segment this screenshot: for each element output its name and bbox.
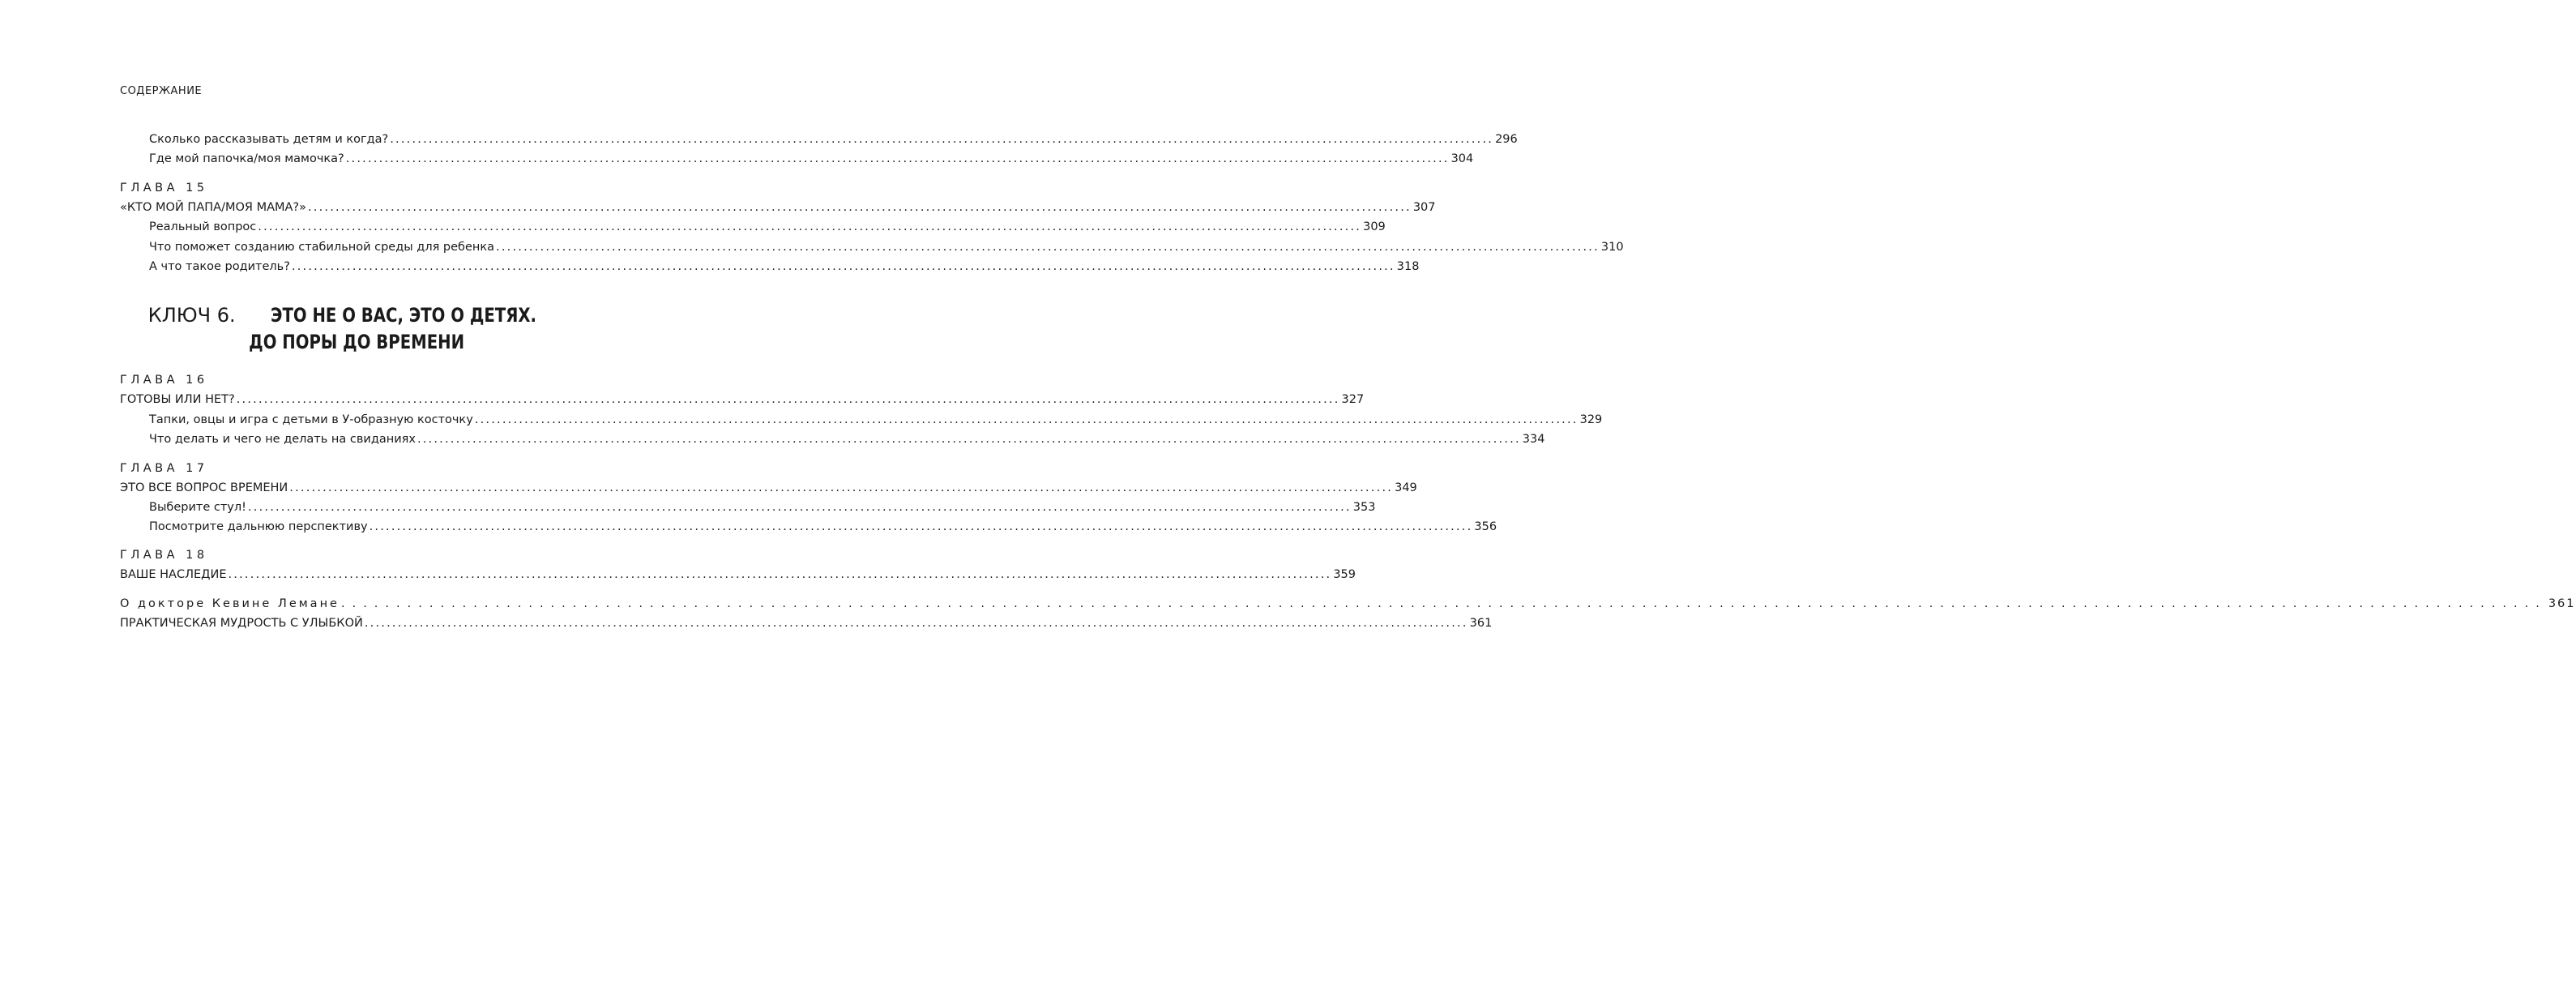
toc-chapter-title[interactable]	[120, 566, 1356, 584]
leader-dots: ........................................................................................................................................................................................................	[340, 597, 2547, 610]
toc-entry-title: ЭТО ВСЕ ВОПРОС ВРЕМЕНИ	[120, 481, 288, 494]
toc-chapter-title[interactable]	[120, 479, 1417, 497]
toc-entry[interactable]	[149, 518, 1497, 536]
leader-dots: ........................................................................................................................................................................................................	[308, 201, 1412, 214]
toc-entry-page: 296	[1495, 133, 1518, 146]
running-head: СОДЕРЖАНИЕ	[120, 85, 203, 97]
leader-dots: ........................................................................................................................................................................................................	[247, 501, 1352, 514]
toc-entry-page: 359	[1333, 568, 1356, 581]
toc-chapter-title[interactable]	[120, 199, 1436, 216]
leader-dots: ........................................................................................................................................................................................................	[369, 520, 1473, 533]
toc-entry-title: Посмотрите дальнюю перспективу	[149, 520, 368, 533]
toc-chapter-title[interactable]	[120, 391, 1365, 408]
toc-entry-title: Где мой папочка/моя мамочка?	[149, 152, 344, 165]
toc-entry-title: Выберите стул!	[149, 501, 246, 514]
leader-dots: ........................................................................................................................................................................................................	[417, 433, 1521, 446]
part-title-line1: ЭТО НЕ О ВАС, ЭТО О ДЕТЯХ.	[271, 304, 537, 327]
toc-entry-title: О докторе Кевине Лемане	[120, 597, 340, 610]
leader-dots: ........................................................................................................................................................................................................	[291, 260, 1395, 273]
toc-entry-title: Реальный вопрос	[149, 220, 257, 233]
toc-entry[interactable]	[120, 595, 2576, 613]
toc-entry-page: 318	[1396, 260, 1420, 273]
toc-entry-title: «КТО МОЙ ПАПА/МОЯ МАМА?»	[120, 201, 306, 214]
toc-entry-page: 356	[1474, 520, 1497, 533]
toc-entry-page: 361	[1469, 617, 1493, 630]
toc-entry-title: ПРАКТИЧЕСКАЯ МУДРОСТЬ С УЛЫБКОЙ	[120, 617, 363, 630]
leader-dots: ........................................................................................................................................................................................................	[236, 393, 1340, 406]
chapter-label: ГЛАВА 16	[120, 374, 208, 387]
toc-entry[interactable]	[149, 218, 1386, 236]
toc-entry-page: 327	[1341, 393, 1365, 406]
part-title-line2: ДО ПОРЫ ДО ВРЕМЕНИ	[249, 331, 465, 353]
toc-entry-page: 353	[1352, 501, 1376, 514]
leader-dots: ........................................................................................................................................................................................................	[390, 133, 1494, 146]
toc-entry-page: 304	[1450, 152, 1474, 165]
part-prefix: КЛЮЧ 6.	[147, 304, 236, 327]
toc-entry-title: ВАШЕ НАСЛЕДИЕ	[120, 568, 227, 581]
toc-entry[interactable]	[149, 411, 1603, 429]
chapter-label: ГЛАВА 15	[120, 182, 208, 195]
toc-entry[interactable]	[120, 614, 1493, 632]
toc-entry-page: 309	[1363, 220, 1386, 233]
toc-entry[interactable]	[149, 430, 1545, 448]
toc-entry-title: ГОТОВЫ ИЛИ НЕТ?	[120, 393, 235, 406]
leader-dots: ........................................................................................................................................................................................................	[474, 413, 1578, 426]
leader-dots: ........................................................................................................................................................................................................	[364, 617, 1468, 630]
part-heading-line2	[120, 328, 594, 356]
toc-entry-title: А что такое родитель?	[149, 260, 290, 273]
toc-entry-page: 329	[1579, 413, 1603, 426]
toc-entry-title: Сколько рассказывать детям и когда?	[149, 133, 389, 146]
leader-dots: ........................................................................................................................................................................................................	[228, 568, 1332, 581]
toc-entry-page: 361	[2548, 597, 2576, 610]
toc-entry-page: 349	[1395, 481, 1417, 494]
leader-dots: ........................................................................................................................................................................................................	[496, 241, 1600, 254]
toc-entry[interactable]	[149, 498, 1376, 516]
chapter-label: ГЛАВА 17	[120, 462, 208, 475]
toc-entry-page: 307	[1412, 201, 1436, 214]
leader-dots: ........................................................................................................................................................................................................	[258, 220, 1362, 233]
toc-entry-title: Что поможет созданию стабильной среды для ребенка	[149, 241, 495, 254]
leader-dots: ........................................................................................................................................................................................................	[289, 481, 1394, 494]
toc-entry-title: Тапки, овцы и игра с детьми в У-образную косточку	[149, 413, 473, 426]
toc-entry[interactable]	[149, 150, 1474, 168]
toc-entry[interactable]	[149, 130, 1518, 148]
toc-entry-page: 334	[1522, 433, 1545, 446]
chapter-label: ГЛАВА 18	[120, 549, 208, 562]
toc-entry[interactable]	[149, 258, 1420, 276]
part-heading-line1	[120, 302, 594, 329]
toc-entry[interactable]	[149, 238, 1624, 256]
toc-entry-page: 310	[1600, 241, 1624, 254]
toc-entry-title: Что делать и чего не делать на свиданиях	[149, 433, 416, 446]
leader-dots: ........................................................................................................................................................................................................	[345, 152, 1450, 165]
